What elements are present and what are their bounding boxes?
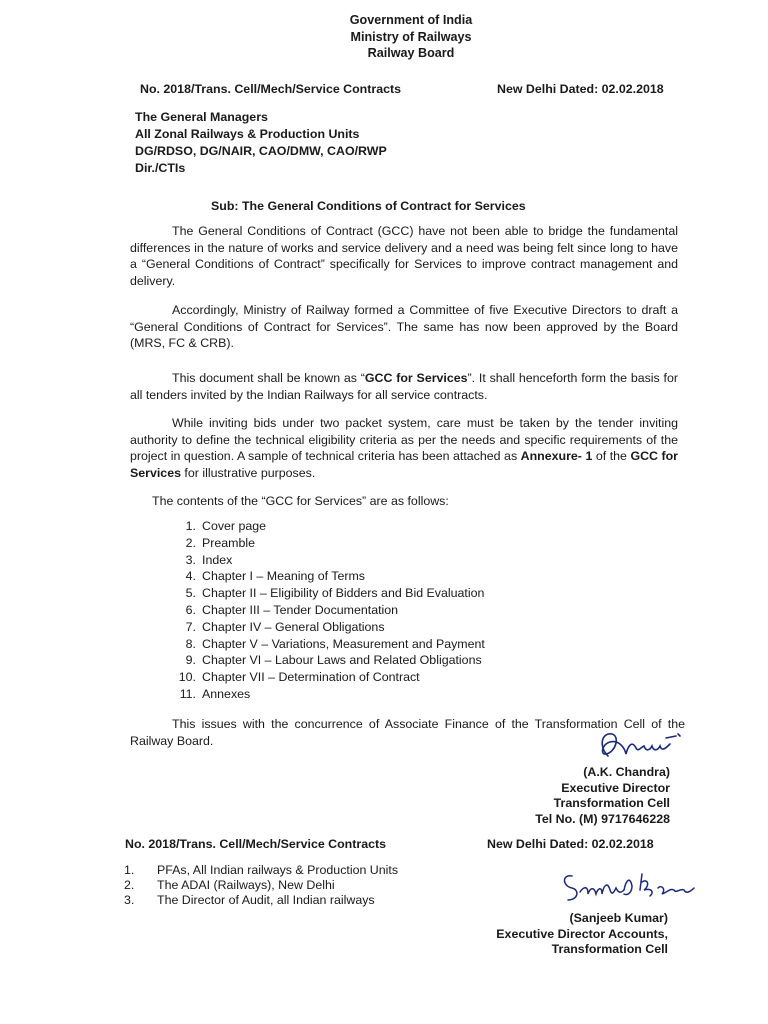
gcc-services-emphasis: GCC for Services xyxy=(130,449,678,481)
annexure-emphasis: Annexure- 1 xyxy=(520,449,593,464)
subject-line: Sub: The General Conditions of Contract for Services xyxy=(211,199,526,213)
list-item: 6. Chapter III – Tender Documentation xyxy=(185,602,399,617)
paragraph-concurrence: This issues with the concurrence of Associate Finance of the Transformation Cell of the Railway Board. xyxy=(130,717,685,748)
paragraph-4: While inviting bids under two packet system, care must be taken by the tender inviting authority to define the technical eligibility criteria as per the needs and specific requirements of the project in question. A sample of technical criteria has been attached as Annexure- 1 of the GCC for Services for illustrative purposes. xyxy=(130,416,678,481)
signatory-name: (A.K. Chandra) xyxy=(583,765,670,779)
signatory-designation: Executive Director xyxy=(561,780,670,795)
paragraph-1: The General Conditions of Contract (GCC) have not been able to bridge the fundamental differences in the nature of works and service delivery and a need was being felt since long to have a “General Conditions of Contract” specifically for Services to improve contract management and delivery. xyxy=(130,224,678,289)
gcc-services-emphasis: GCC for Services xyxy=(364,371,468,385)
list-item: 1. Cover page xyxy=(185,519,267,533)
copy-to-list xyxy=(124,862,398,907)
list-item: 4. Chapter I – Meaning of Terms xyxy=(185,569,365,584)
reference-date: New Delhi Dated: 02.02.2018 xyxy=(497,82,664,96)
addressee-line: The General Managers xyxy=(135,110,268,124)
list-item: 2. The ADAI (Railways), New Delhi xyxy=(124,878,335,892)
list-item: 3. The Director of Audit, all Indian railways xyxy=(124,893,375,907)
contents-list xyxy=(172,518,485,703)
paragraph-3: This document shall be known as “GCC for Services”. It shall henceforth form the basis for all tenders invited by the Indian Railways for all service contracts. xyxy=(130,371,679,402)
signature-chandra-icon xyxy=(590,726,690,766)
header-government: Government of India xyxy=(349,13,473,27)
list-item: 9. Chapter VI – Labour Laws and Related Obligations xyxy=(185,653,482,668)
reference-number-2: No. 2018/Trans. Cell/Mech/Service Contracts xyxy=(125,837,387,851)
signatory-office: Transformation Cell xyxy=(553,796,670,811)
signatory-name: (Sanjeeb Kumar) xyxy=(569,911,668,925)
paragraph-2: Accordingly, Ministry of Railway formed a Committee of five Executive Directors to draft a “General Conditions of Contract for Services”. The same has now been approved by the Board (MRS, FC & CRB). xyxy=(130,303,678,351)
signature-kumar-icon xyxy=(558,866,708,910)
signatory-block-1 xyxy=(450,764,670,826)
addressee-line: DG/RDSO, DG/NAIR, CAO/DMW, CAO/RWP xyxy=(135,144,387,158)
list-item: 3. Index xyxy=(185,552,233,567)
list-item: 2. Preamble xyxy=(185,535,256,550)
addressee-line: Dir./CTIs xyxy=(135,161,186,175)
signatory-designation: Executive Director Accounts, xyxy=(496,926,668,941)
contents-intro: The contents of the “GCC for Services” are as follows: xyxy=(152,494,449,508)
header-ministry: Ministry of Railways xyxy=(350,30,472,44)
list-item: 10. Chapter VII – Determination of Contract xyxy=(178,670,420,685)
list-item: 11. Annexes xyxy=(179,686,251,701)
list-item: 5. Chapter II – Eligibility of Bidders and Bid Evaluation xyxy=(185,586,485,601)
signatory-phone: Tel No. (M) 9717646228 xyxy=(535,811,670,826)
reference-number: No. 2018/Trans. Cell/Mech/Service Contracts xyxy=(140,82,402,96)
header-board: Railway Board xyxy=(367,46,455,60)
list-item: 7. Chapter IV – General Obligations xyxy=(185,619,385,634)
reference-date-2: New Delhi Dated: 02.02.2018 xyxy=(487,837,654,851)
list-item: 1. PFAs, All Indian railways & Production Units xyxy=(124,863,399,877)
signatory-office: Transformation Cell xyxy=(551,942,668,957)
list-item: 8. Chapter V – Variations, Measurement and Payment xyxy=(185,636,485,651)
signatory-block-2 xyxy=(440,910,668,957)
addressee-line: All Zonal Railways & Production Units xyxy=(135,127,360,141)
